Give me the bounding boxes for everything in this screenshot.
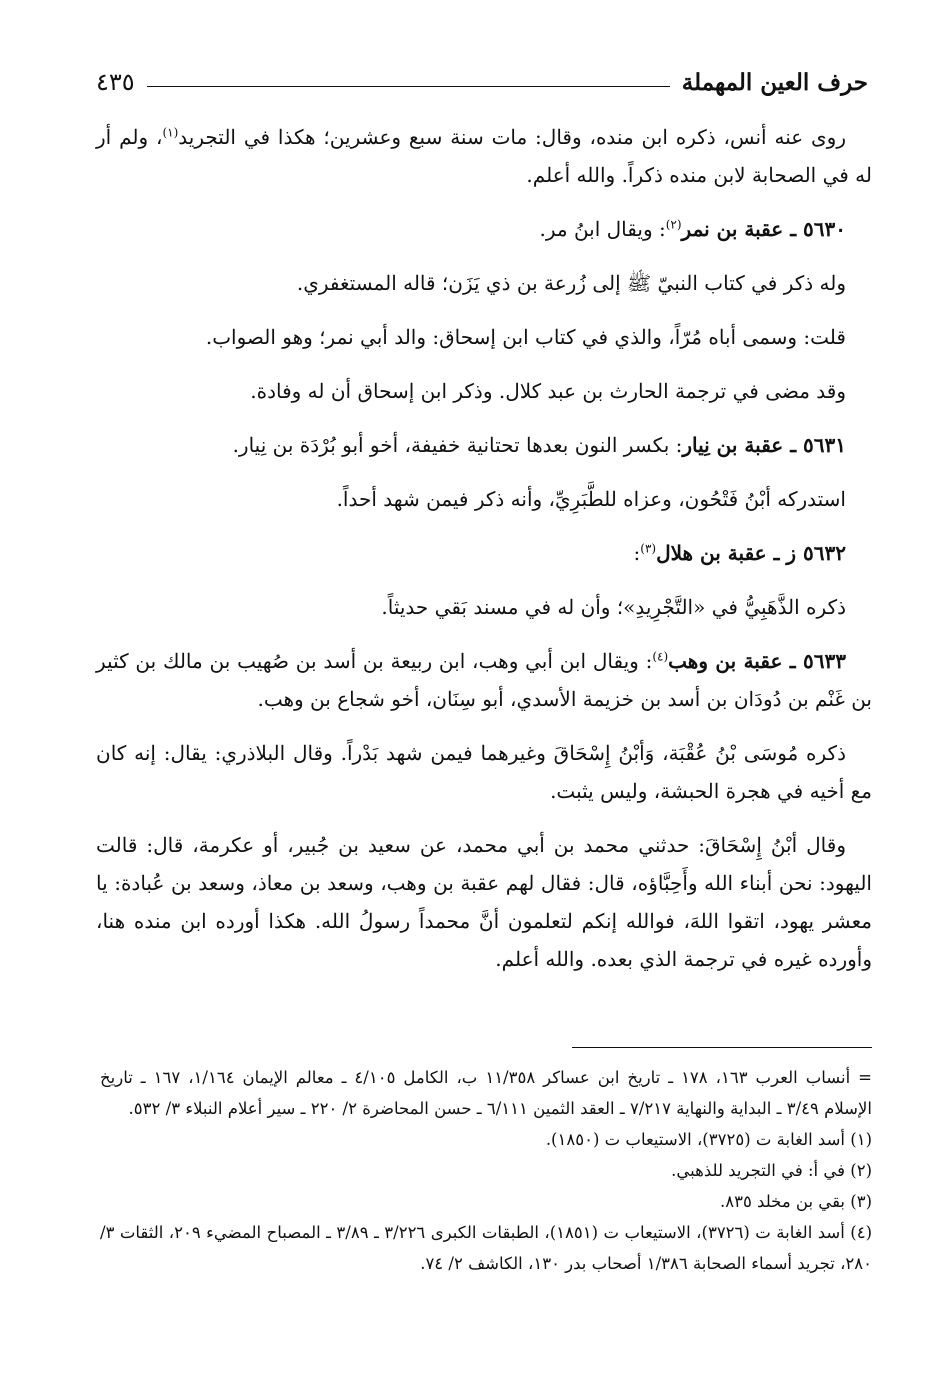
paragraph: قلت: وسمى أباه مُرّاً، والذي في كتاب ابن إسحاق: والد أبي نمر؛ وهو الصواب. xyxy=(205,325,846,349)
footnote-ref: (٣) xyxy=(640,541,657,556)
text-span: ، ولم أر له في الصحابة لابن منده ذكراً. والله أعلم. xyxy=(96,125,872,187)
page-header xyxy=(96,62,868,102)
paragraph: ذكره الذَّهَبِيُّ في «التَّجْرِيدِ»؛ وأن له في مسند بَقي حديثاً. xyxy=(381,595,846,619)
entry-5630 xyxy=(96,210,872,248)
entry-5631 xyxy=(96,426,872,464)
paragraph: ذكره مُوسَى بْنُ عُقْبَة، وَأبْنُ إِسْحَاقَ وغيرهما فيمن شهد بَدْراً. وقال البلاذري: يقال: إنه كان مع أخيه في هجرة الحبشة، وليس يثبت. xyxy=(96,741,872,803)
footnote-4: (٤) أسد الغابة ت (٣٧٢٦)، الاستيعاب ت (١٨٥١)، الطبقات الكبرى ٣/٢٢٦ ـ ٣/٨٩ ـ المصباح المضيء ٢٠٩، الثقات ٣/ ٢٨٠، تجريد أسماء الصحابة ١/٣٨٦ أصحاب بدر ١٣٠، الكاشف ٢/ ٧٤. xyxy=(100,1223,872,1273)
footnotes xyxy=(100,1062,872,1279)
text-span: : ويقال ابن أبي وهب، ابن ربيعة بن أسد بن صُهيب بن مالك بن كثير بن غَنْم بن دُودَان بن أسد بن خزيمة الأسدي، أبو سِنَان، أخو شجاع بن وهب. xyxy=(96,649,872,711)
entry-5633 xyxy=(96,642,872,718)
paragraph: وقد مضى في ترجمة الحارث بن عبد كلال. وذكر ابن إسحاق أن له وفادة. xyxy=(250,379,846,403)
footnote-3: (٣) بقي بن مخلد ٨٣٥. xyxy=(719,1192,872,1211)
entry-heading: ٥٦٣٣ ـ عقبة بن وهب xyxy=(668,649,846,673)
footnote-ref: (١) xyxy=(162,125,179,140)
footnote-separator xyxy=(572,1047,872,1048)
entry-heading: ٥٦٣١ ـ عقبة بن نِيار xyxy=(682,433,846,457)
entry-heading: ٥٦٣٠ ـ عقبة بن نمر xyxy=(681,217,846,241)
entry-5632 xyxy=(96,534,872,572)
text-span: : ويقال ابنُ مر. xyxy=(539,217,666,241)
paragraph: استدركه أبْنُ فَتْحُون، وعزاه للطَّبَرِيِّ، وأنه ذكر فيمن شهد أحداً. xyxy=(336,487,846,511)
text-span: : xyxy=(633,541,641,565)
footnote-1: (١) أسد الغابة ت (٣٧٢٥)، الاستيعاب ت (١٨٥٠). xyxy=(545,1130,872,1149)
main-text xyxy=(96,118,872,978)
paragraph: وله ذكر في كتاب النبيّ ﷺ إلى زُرعة بن ذي يَزَن؛ قاله المستغفري. xyxy=(296,271,846,295)
text-span: : بكسر النون بعدها تحتانية خفيفة، أخو أبو بُرْدَة بن نِيار. xyxy=(232,433,683,457)
paragraph: وقال أبْنُ إِسْحَاقَ: حدثني محمد بن أبي محمد، عن سعيد بن جُبير، أو عكرمة، قال: قالت اليهود: نحن أبناء الله وأَحِبَّاؤه، قال: فقال لهم عقبة بن وهب، وسعد بن معاذ، وسعد بن عُبادة: يا معشر يهود، اتقوا اللهَ، فوالله إنكم لتعلمون أنَّ محمداً رسولُ الله. هكذا أورده ابن منده هنا، وأورده غيره في ترجمة الذي بعده. والله أعلم. xyxy=(96,833,872,971)
footnote-2: (٢) في أ: في التجريد للذهبي. xyxy=(671,1161,872,1180)
footnote-continuation: = أنساب العرب ١٦٣، ١٧٨ ـ تاريخ ابن عساكر ١١/٣٥٨ ب، الكامل ٤/١٠٥ ـ معالم الإيمان ١/١٦٤، ١٦٧ ـ تاريخ الإسلام ٣/٤٩ ـ البداية والنهاية ٧/٢١٧ ـ العقد الثمين ٦/١١١ ـ حسن المحاضرة ٢/ ٢٢٠ ـ سير أعلام النبلاء ٣/ ٥٣٢. xyxy=(100,1068,872,1118)
header-rule xyxy=(147,86,670,87)
footnote-ref: (٢) xyxy=(665,217,682,232)
paragraph xyxy=(96,118,872,194)
entry-heading: ٥٦٣٢ ز ـ عقبة بن هلال xyxy=(656,541,846,565)
footnote-ref: (٤) xyxy=(652,649,669,664)
text-span: روى عنه أنس، ذكره ابن منده، وقال: مات سنة سبع وعشرين؛ هكذا في التجريد xyxy=(178,125,846,149)
page-number: ٤٣٥ xyxy=(96,68,135,96)
chapter-title: حرف العين المهملة xyxy=(681,68,868,96)
